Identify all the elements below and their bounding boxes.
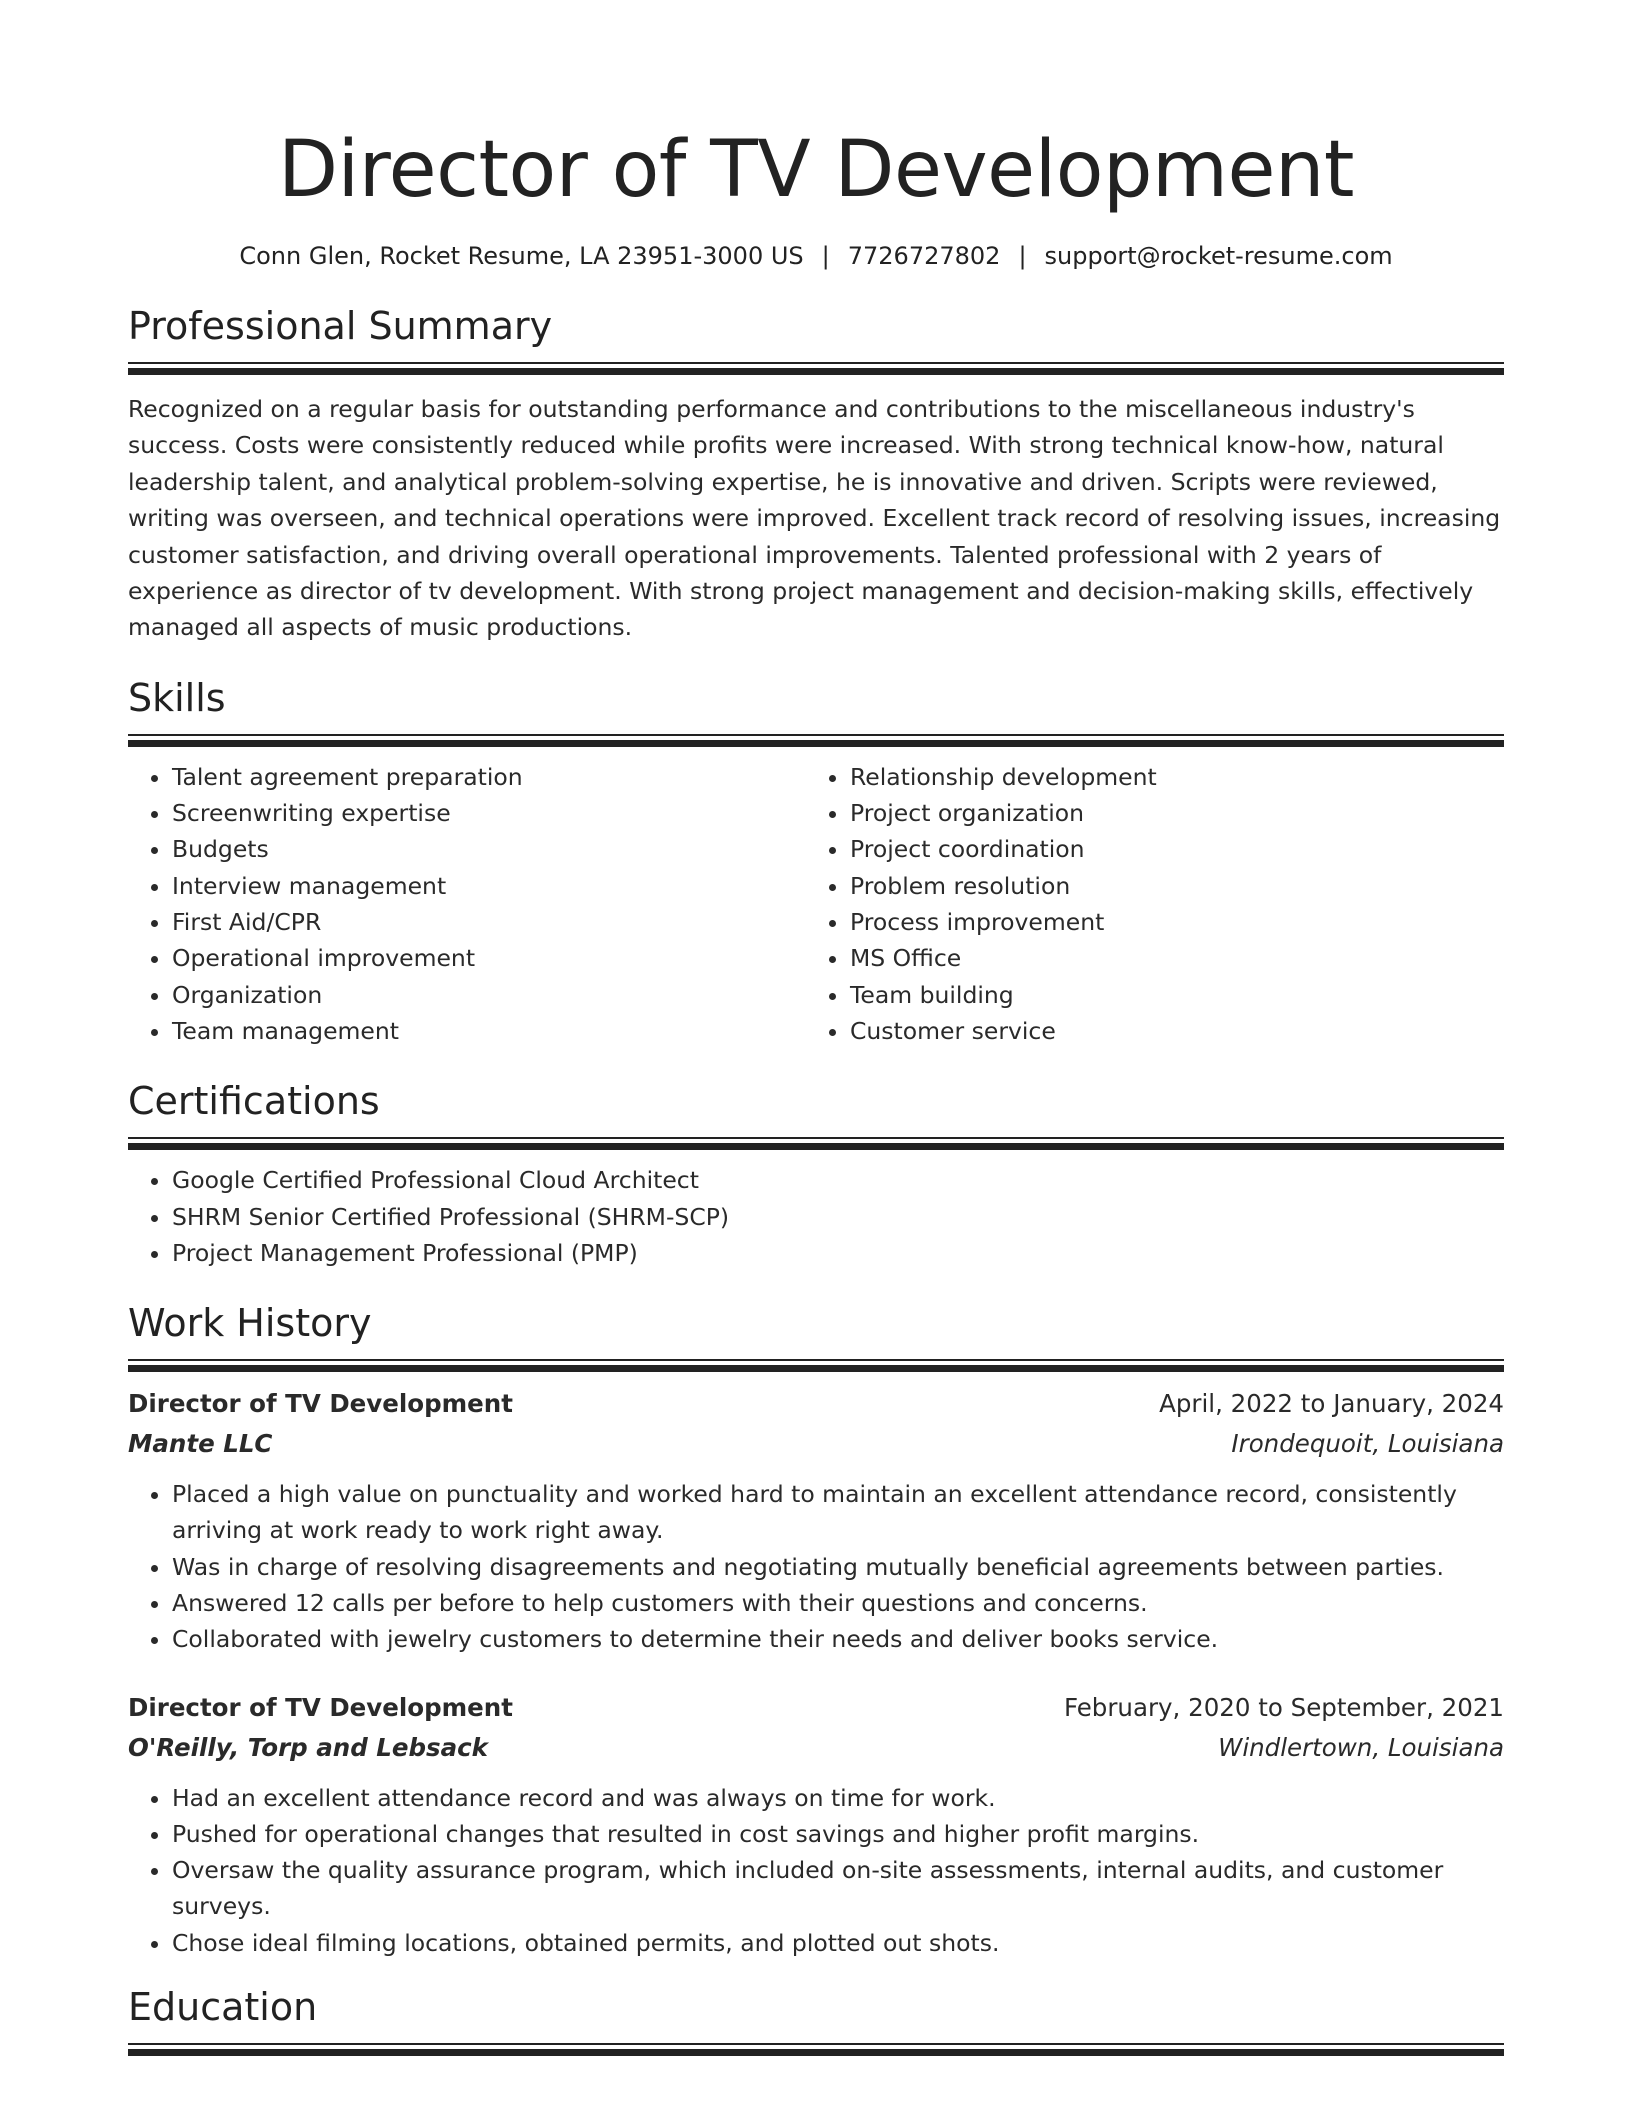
skill-item: • Talent agreement preparation bbox=[172, 759, 806, 795]
skills-column-right bbox=[806, 759, 1484, 1049]
certifications-heading: Certifications bbox=[128, 1079, 380, 1124]
job-bullet: • Oversaw the quality assurance program, which included on-site assessments, internal audits, and customer surveys. bbox=[172, 1852, 1504, 1925]
contact-phone: 7726727802 bbox=[847, 242, 1001, 270]
skills-heading: Skills bbox=[128, 675, 226, 720]
contact-separator: | bbox=[821, 242, 830, 270]
skill-item: • Organization bbox=[172, 977, 806, 1013]
certification-item: • Project Management Professional (PMP) bbox=[172, 1235, 1504, 1271]
job-company-row bbox=[128, 1728, 1504, 1768]
summary-text: Recognized on a regular basis for outstanding performance and contributions to the miscellaneous industry's success. Costs were consistently reduced while profits were increased. With strong technical know-how, natural leadership talent, and analytical problem-solving expertise, he is innovative and driven. Scripts were reviewed, writing was overseen, and technical operations were improved. Excellent track record of resolving issues, increasing customer satisfaction, and driving overall operational improvements. Talented professional with 2 years of experience as director of tv development. With strong project management and decision-making skills, effectively managed all aspects of music productions. bbox=[128, 395, 1501, 642]
skills-column-left bbox=[128, 759, 806, 1049]
section-divider bbox=[128, 2043, 1504, 2056]
job-bullet: • Chose ideal filming locations, obtained permits, and plotted out shots. bbox=[172, 1925, 1504, 1961]
skill-item: • MS Office bbox=[850, 940, 1484, 976]
skill-item: • Process improvement bbox=[850, 904, 1484, 940]
skills-list-right bbox=[806, 759, 1484, 1049]
skill-item: • Screenwriting expertise bbox=[172, 795, 806, 831]
section-divider bbox=[128, 1359, 1504, 1372]
job-bullet: • Pushed for operational changes that resulted in cost savings and higher profit margins. bbox=[172, 1816, 1504, 1852]
summary-section bbox=[128, 302, 1504, 646]
job-title: Director of TV Development bbox=[128, 1389, 513, 1419]
job-company: O'Reilly, Torp and Lebsack bbox=[128, 1732, 488, 1762]
summary-heading: Professional Summary bbox=[128, 304, 553, 348]
skill-item: • Operational improvement bbox=[172, 940, 806, 976]
job-bullet: • Had an excellent attendance record and was always on time for work. bbox=[172, 1780, 1504, 1816]
job-header-row bbox=[128, 1384, 1504, 1424]
certifications-block bbox=[128, 1162, 1504, 1271]
skill-item: • Relationship development bbox=[850, 759, 1484, 795]
job-location: Irondequoit, Louisiana bbox=[1231, 1429, 1504, 1459]
job-bullet: • Collaborated with jewelry customers to determine their needs and deliver books service. bbox=[172, 1621, 1504, 1657]
skill-item: • Team management bbox=[172, 1013, 806, 1049]
job-company: Mante LLC bbox=[128, 1429, 273, 1459]
skill-item: • Project coordination bbox=[850, 831, 1484, 867]
job-entry bbox=[128, 1384, 1504, 1657]
job-header-row bbox=[128, 1688, 1504, 1728]
contact-email: support@rocket-resume.com bbox=[1044, 242, 1393, 270]
section-divider bbox=[128, 1137, 1504, 1150]
job-location: Windlertown, Louisiana bbox=[1218, 1732, 1504, 1762]
skill-item: • Project organization bbox=[850, 795, 1484, 831]
skill-item: • Team building bbox=[850, 977, 1484, 1013]
education-section bbox=[128, 1983, 1504, 2056]
job-dates: April, 2022 to January, 2024 bbox=[1159, 1389, 1504, 1419]
contact-separator: | bbox=[1018, 242, 1027, 270]
candidate-name: Director of TV Development bbox=[278, 125, 1354, 215]
work-history-heading: Work History bbox=[128, 1301, 372, 1346]
skill-item: • First Aid/CPR bbox=[172, 904, 806, 940]
job-bullets bbox=[128, 1476, 1504, 1657]
education-heading: Education bbox=[128, 1985, 318, 2030]
job-bullet: • Placed a high value on punctuality and worked hard to maintain an excellent attendance record, consistently arriving at work ready to work right away. bbox=[172, 1476, 1504, 1549]
section-divider bbox=[128, 362, 1504, 375]
job-bullet: • Was in charge of resolving disagreements and negotiating mutually beneficial agreements between parties. bbox=[172, 1549, 1504, 1585]
certification-item: • Google Certified Professional Cloud Architect bbox=[172, 1162, 1504, 1198]
job-bullet: • Answered 12 calls per before to help customers with their questions and concerns. bbox=[172, 1585, 1504, 1621]
skill-item: • Customer service bbox=[850, 1013, 1484, 1049]
skill-item: • Budgets bbox=[172, 831, 806, 867]
skill-item: • Problem resolution bbox=[850, 868, 1484, 904]
contact-address: Conn Glen, Rocket Resume, LA 23951-3000 US bbox=[239, 242, 804, 270]
certification-item: • SHRM Senior Certified Professional (SHRM-SCP) bbox=[172, 1199, 1504, 1235]
job-bullets bbox=[128, 1780, 1504, 1961]
work-history-section bbox=[128, 1299, 1504, 1961]
job-dates: February, 2020 to September, 2021 bbox=[1063, 1692, 1504, 1722]
skills-list-left bbox=[128, 759, 806, 1049]
job-company-row bbox=[128, 1424, 1504, 1464]
skills-columns bbox=[128, 759, 1504, 1049]
contact-line bbox=[128, 240, 1504, 272]
certifications-section bbox=[128, 1077, 1504, 1271]
skill-item: • Interview management bbox=[172, 868, 806, 904]
job-title: Director of TV Development bbox=[128, 1692, 513, 1722]
certifications-list bbox=[128, 1162, 1504, 1271]
resume-page bbox=[128, 0, 1504, 2056]
section-divider bbox=[128, 734, 1504, 747]
skills-section bbox=[128, 674, 1504, 1049]
job-entry bbox=[128, 1688, 1504, 1961]
